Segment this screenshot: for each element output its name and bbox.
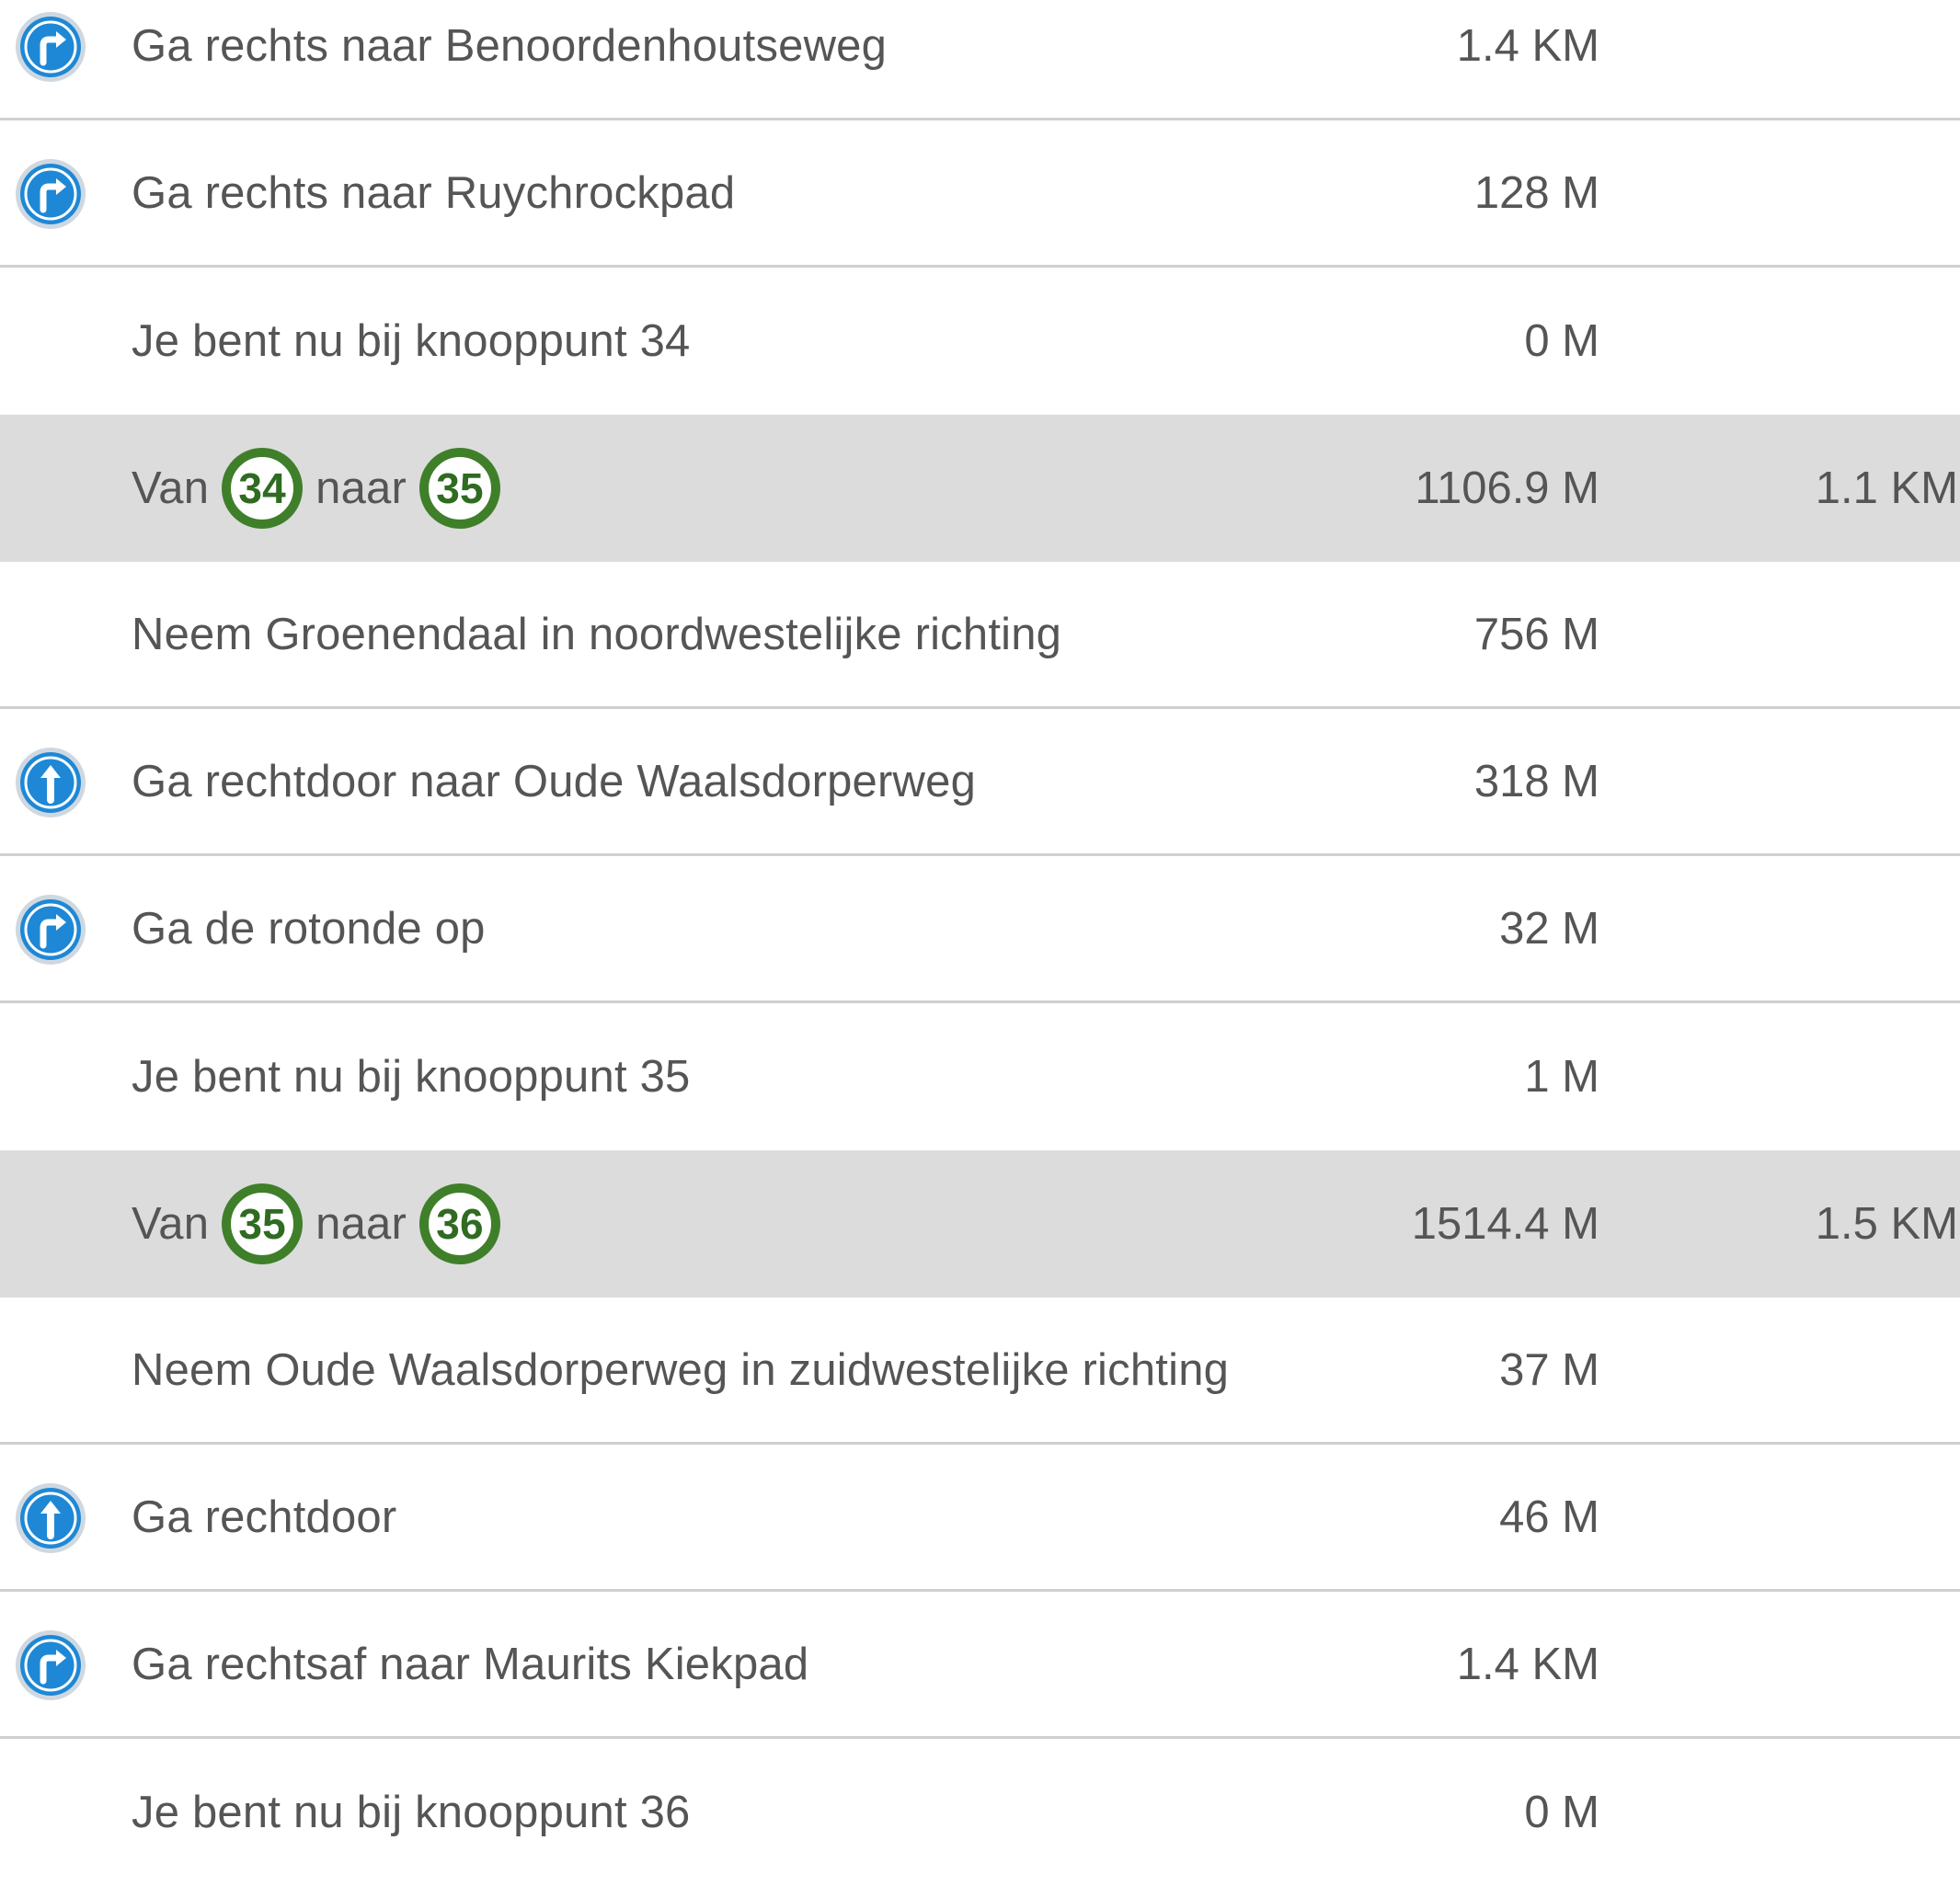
segment-header-row[interactable] [0, 415, 1960, 562]
step-distance: 1 M [1524, 1052, 1599, 1102]
segment-distance: 1106.9 M [1415, 463, 1599, 513]
step-distance: 1.4 KM [1456, 20, 1599, 71]
step-instruction: Ga rechtsaf naar Maurits Kiekpad [132, 1639, 809, 1689]
step-instruction: Neem Oude Waalsdorperweg in zuidwestelijke richting [132, 1344, 1230, 1395]
direction-step-row[interactable] [0, 0, 1960, 120]
step-instruction: Je bent nu bij knooppunt 34 [132, 316, 691, 366]
segment-header-row[interactable] [0, 1150, 1960, 1297]
node-badge-to: 36 [419, 1183, 500, 1264]
step-instruction: Ga rechtdoor [132, 1492, 397, 1542]
direction-step-row[interactable] [0, 1297, 1960, 1445]
turn-right-icon [13, 1628, 88, 1703]
segment-label [132, 448, 513, 529]
step-instruction: Je bent nu bij knooppunt 35 [132, 1052, 691, 1102]
segment-from-label: Van [132, 463, 210, 513]
direction-step-row[interactable] [0, 1739, 1960, 1886]
step-distance: 128 M [1473, 167, 1599, 218]
step-instruction: Ga rechts naar Benoordenhoutseweg [132, 20, 888, 71]
turn-right-icon [13, 156, 88, 232]
straight-ahead-icon [13, 1480, 88, 1556]
segment-total: 1.1 KM [1815, 463, 1958, 513]
segment-label [132, 1183, 513, 1264]
step-distance: 0 M [1524, 316, 1599, 366]
turn-right-icon [13, 9, 88, 85]
step-distance: 1.4 KM [1456, 1639, 1599, 1689]
node-badge-to: 35 [419, 448, 500, 529]
step-instruction: Ga rechts naar Ruychrockpad [132, 167, 736, 218]
step-distance: 46 M [1499, 1492, 1599, 1542]
step-distance: 37 M [1499, 1344, 1599, 1395]
direction-step-row[interactable] [0, 709, 1960, 856]
step-distance: 32 M [1499, 903, 1599, 954]
direction-step-row[interactable] [0, 562, 1960, 709]
direction-step-row[interactable] [0, 1003, 1960, 1150]
node-badge-from: 35 [222, 1183, 303, 1264]
segment-to-label: naar [315, 463, 407, 513]
direction-step-row[interactable] [0, 1445, 1960, 1592]
segment-total: 1.5 KM [1815, 1199, 1958, 1249]
step-distance: 318 M [1473, 756, 1599, 806]
direction-step-row[interactable] [0, 1592, 1960, 1739]
step-instruction: Neem Groenendaal in noordwestelijke richting [132, 609, 1062, 659]
direction-step-row[interactable] [0, 120, 1960, 268]
turn-right-icon [13, 892, 88, 967]
step-distance: 0 M [1524, 1788, 1599, 1837]
direction-step-row[interactable] [0, 856, 1960, 1003]
node-badge-from: 34 [222, 448, 303, 529]
segment-distance: 1514.4 M [1411, 1199, 1599, 1249]
step-instruction: Je bent nu bij knooppunt 36 [132, 1788, 691, 1837]
direction-step-row[interactable] [0, 268, 1960, 415]
step-distance: 756 M [1473, 609, 1599, 659]
step-instruction: Ga rechtdoor naar Oude Waalsdorperweg [132, 756, 977, 806]
straight-ahead-icon [13, 745, 88, 820]
segment-from-label: Van [132, 1199, 210, 1249]
step-instruction: Ga de rotonde op [132, 903, 486, 954]
segment-to-label: naar [315, 1199, 407, 1249]
